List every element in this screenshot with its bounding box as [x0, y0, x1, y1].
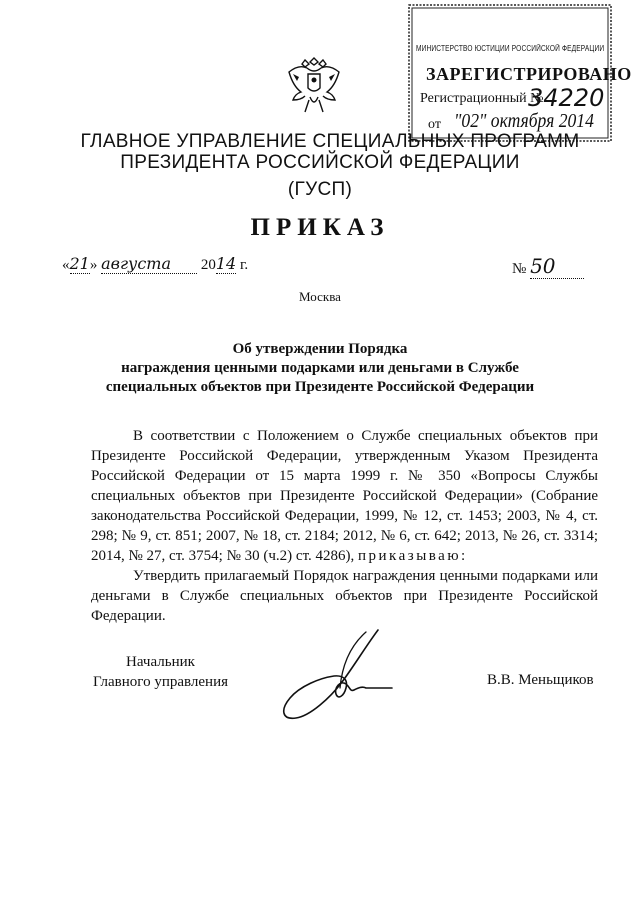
number-label: № [512, 261, 527, 277]
date-year-prefix: 20 [200, 257, 216, 273]
signatory-title-line1: Начальник [126, 654, 195, 670]
subject-line3: специальных объектов при Президенте Российской Федерации [105, 379, 535, 395]
decision-paragraph: Утвердить прилагаемый Порядок награждения ценными подарками или деньгами в Службе специальных объектов при Президенте Российской Федерации. [91, 568, 598, 624]
order-date [62, 254, 248, 274]
date-year-unit: г. [239, 257, 249, 273]
stamp-title: ЗАРЕГИСТРИРОВАНО [426, 64, 632, 84]
subject-line1: Об утверждении Порядка [232, 341, 408, 357]
order-word: приказываю: [358, 548, 468, 564]
document-type: ПРИКАЗ [250, 214, 390, 241]
order-number [512, 254, 584, 279]
stamp-reg-label: Регистрационный № [420, 91, 544, 106]
stamp-ministry: МИНИСТЕРСТВО ЮСТИЦИИ РОССИЙСКОЙ ФЕДЕРАЦИИ [416, 44, 605, 53]
signatory-name: В.В. Меньщиков [487, 672, 594, 688]
city: Москва [299, 289, 341, 304]
date-year-suffix: 14 [215, 254, 237, 273]
preamble-paragraph [91, 426, 598, 566]
stamp-reg-date: "02" октября 2014 [454, 110, 594, 132]
order-subject [90, 340, 550, 397]
handwritten-signature [270, 626, 410, 726]
org-abbreviation: (ГУСП) [287, 179, 353, 200]
date-month: августа [101, 254, 197, 274]
subject-line2: награждения ценными подарками или деньгами в Службе [121, 360, 519, 376]
org-name-line1: ГЛАВНОЕ УПРАВЛЕНИЕ СПЕЦИАЛЬНЫХ ПРОГРАММ [80, 131, 580, 152]
signatory-title [93, 652, 228, 692]
preamble-text: В соответствии с Положением о Службе специальных объектов при Президенте Российской Федерации, утвержденным Указом Президента Российской Федерации от 15 марта 1999 г. № 350 «Вопросы Службы специальных объектов при Президенте Российской Федерации» (Собрание законодательства Российской Федерации, 1999, № 12, ст. 1453; 2003, № 4, ст. 298; № 9, ст. 851; 2007, № 18, ст. 2184; 2012, № 6, ст. 642; 2013, № 26, ст. 3314; 2014, № 27, ст. 3754; № 30 (ч.2) ст. 4286), [91, 428, 598, 564]
date-day: 21 [69, 254, 90, 273]
signatory-title-line2: Главного управления [93, 674, 228, 690]
stamp-reg-number: 34220 [528, 84, 605, 112]
org-name-line2: ПРЕЗИДЕНТА РОССИЙСКОЙ ФЕДЕРАЦИИ [120, 152, 520, 173]
coat-of-arms-icon [283, 52, 345, 120]
stamp-from-label: от [428, 117, 441, 132]
date-open-quote: « [62, 257, 70, 273]
order-body [91, 426, 598, 626]
number-value: 50 [530, 254, 584, 279]
registration-stamp [408, 4, 632, 142]
date-close-quote: » [89, 257, 98, 273]
